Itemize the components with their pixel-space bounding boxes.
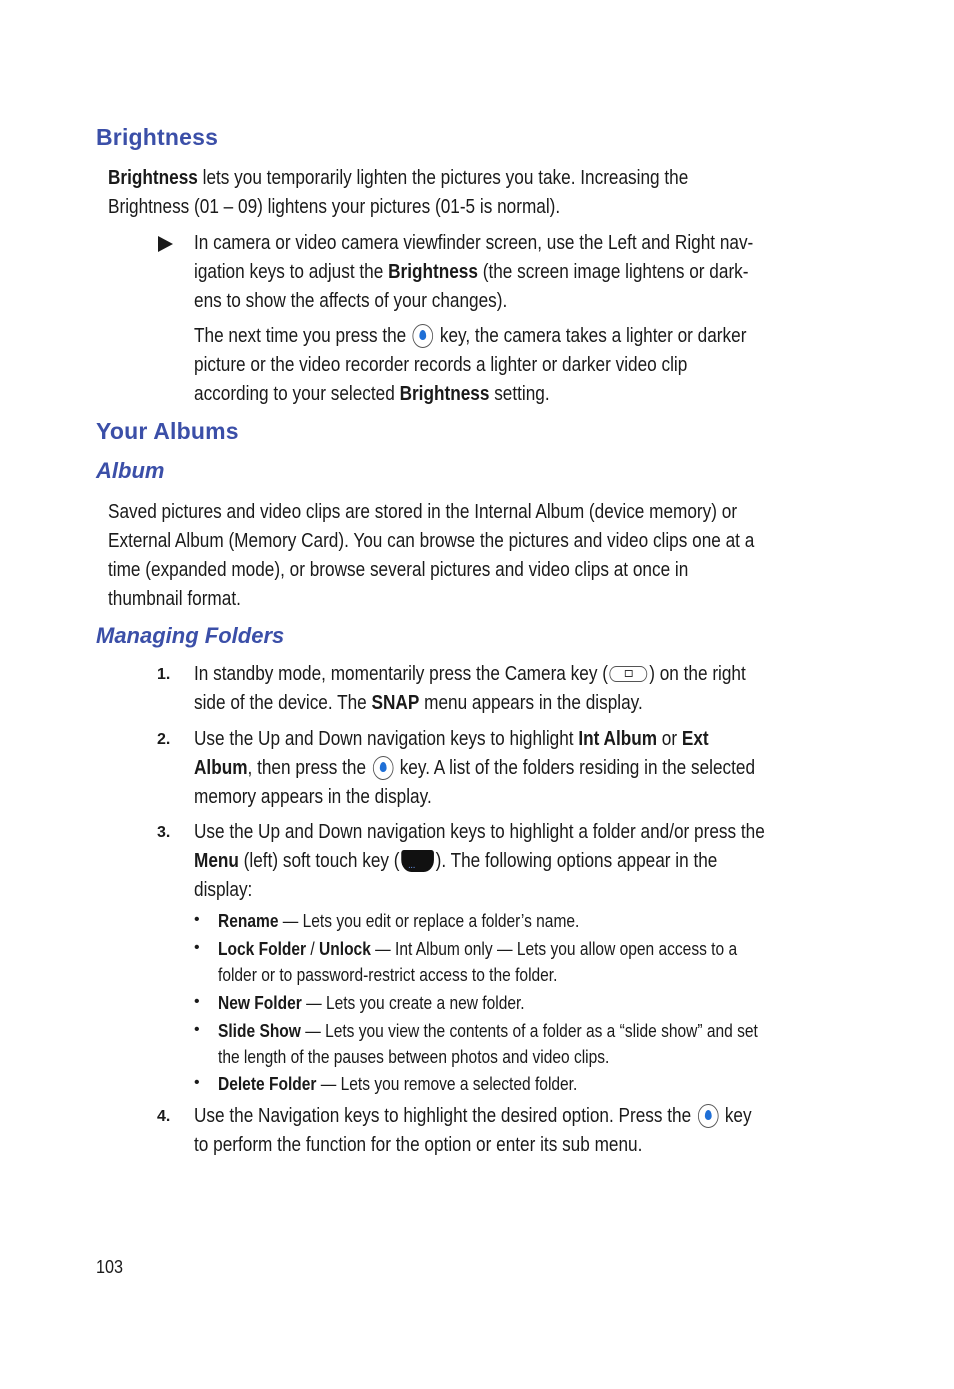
brightness-term: Brightness <box>108 167 198 189</box>
option-lock-folder: Lock Folder / Unlock — Int Album only — Lets you allow open access to a folder or to password-restrict access to the folder. <box>218 938 738 985</box>
step-number: 2. <box>157 731 171 748</box>
ok-key-icon <box>698 1104 719 1128</box>
option-new-folder: New Folder — Lets you create a new folder. <box>218 992 525 1013</box>
step-number: 1. <box>157 666 171 683</box>
camera-key-icon <box>610 666 648 682</box>
bullet-icon: • <box>194 1021 200 1038</box>
step-1-text: In standby mode, momentarily press the Camera key ( ) on the right side of the device. The SNAP menu appears in the display. <box>194 663 746 714</box>
ok-key-icon <box>413 324 434 348</box>
option-rename: Rename — Lets you edit or replace a folder’s name. <box>218 910 580 931</box>
bullet-icon: • <box>194 939 200 956</box>
left-soft-key-icon <box>401 850 434 872</box>
heading-your-albums: Your Albums <box>96 418 239 444</box>
album-paragraph: Saved pictures and video clips are stored in the Internal Album (device memory) or External Album (Memory Card). You can browse the pictures and video clips one at a time (expanded mode), or browse several pictures and video clips at once in thumbnail format. <box>108 501 755 610</box>
step-2-text: Use the Up and Down navigation keys to highlight Int Album or Ext Album, then press the key. A list of the folders residing in the selected memory appears in the display. <box>194 728 756 808</box>
step-4-text: Use the Navigation keys to highlight the desired option. Press the key to perform the function for the option or enter its sub menu. <box>194 1105 752 1156</box>
brightness-instruction: In camera or video camera viewfinder screen, use the Left and Right nav- igation keys to adjust the Brightness (the screen image lightens or dark- ens to show the affects of your changes). <box>194 232 754 312</box>
bullet-icon: • <box>194 993 200 1010</box>
step-number: 3. <box>157 824 171 841</box>
step-3-text: Use the Up and Down navigation keys to highlight a folder and/or press the Menu (left) soft touch key (... ). The following options appear in the display: <box>194 818 765 905</box>
heading-managing-folders: Managing Folders <box>96 623 285 648</box>
page-number: 103 <box>96 1257 124 1277</box>
bullet-icon: • <box>194 1074 200 1091</box>
bullet-icon: • <box>194 911 200 928</box>
ok-key-icon <box>373 756 394 780</box>
step-number: 4. <box>157 1108 171 1125</box>
bullet-arrow-icon <box>158 236 173 252</box>
brightness-note: The next time you press the key, the camera takes a lighter or darker picture or the video recorder records a lighter or darker video clip according to your selected Brightness setting. <box>194 325 747 405</box>
brightness-paragraph: Brightness lets you temporarily lighten the pictures you take. Increasing the Brightness (01 – 09) lightens your pictures (01-5 is normal). <box>108 167 689 218</box>
option-slide-show: Slide Show — Lets you view the contents of a folder as a “slide show” and set the length of the pauses between photos and video clips. <box>218 1020 758 1067</box>
option-delete-folder: Delete Folder — Lets you remove a selected folder. <box>218 1073 578 1094</box>
heading-album: Album <box>96 458 165 483</box>
heading-brightness: Brightness <box>96 124 219 150</box>
